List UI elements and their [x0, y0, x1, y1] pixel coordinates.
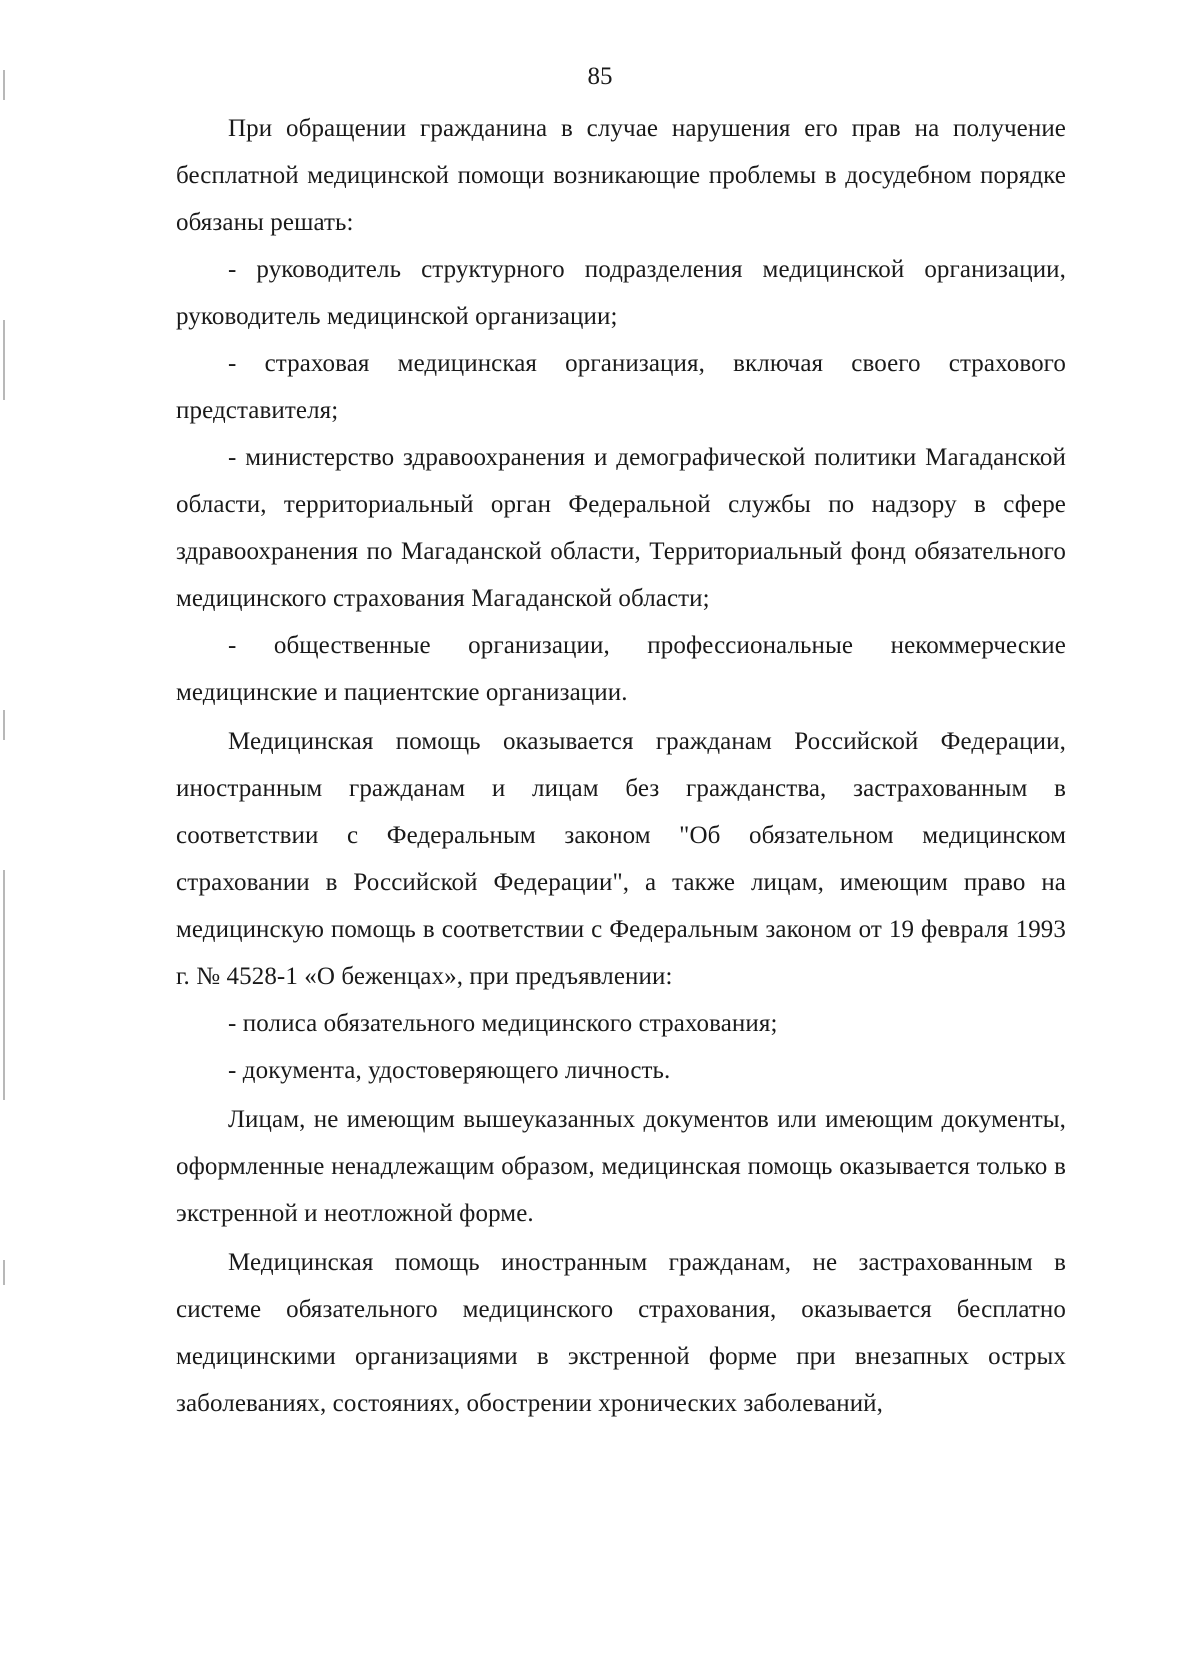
scan-artifact	[3, 320, 5, 400]
paragraph: При обращении гражданина в случае нарушения его прав на получение бесплатной медицинской помощи возникающие проблемы в досудебном порядке обязаны решать:	[176, 115, 1066, 236]
page-number: 85	[587, 63, 613, 90]
scan-artifact	[3, 710, 5, 740]
list-item: - министерство здравоохранения и демографической политики Магаданской области, территориальный орган Федеральной службы по надзору в сфере здравоохранения по Магаданской области, Территориальный фонд обязательного медицинского страхования Магаданской области;	[176, 444, 1066, 612]
list-item: - руководитель структурного подразделения медицинской организации, руководитель медицинской организации;	[176, 256, 1066, 330]
paragraph: Медицинская помощь иностранным гражданам, не застрахованным в системе обязательного медицинского страхования, оказывается бесплатно медицинскими организациями в экстренной форме при внезапных острых заболеваниях, состояниях, обострении хронических заболеваний,	[176, 1249, 1066, 1417]
list-item: - общественные организации, профессиональные некоммерческие медицинские и пациентские организации.	[176, 632, 1066, 706]
scan-artifact	[3, 1260, 5, 1285]
paragraph: Медицинская помощь оказывается гражданам Российской Федерации, иностранным гражданам и лицам без гражданства, застрахованным в соответствии с Федеральным законом "Об обязательном медицинском страховании в Российской Федерации", а также лицам, имеющим право на медицинскую помощь в соответствии с Федеральным законом от 19 февраля 1993 г. № 4528-1 «О беженцах», при предъявлении:	[176, 728, 1066, 990]
paragraph: Лицам, не имеющим вышеуказанных документов или имеющим документы, оформленные ненадлежащим образом, медицинская помощь оказывается только в экстренной и неотложной форме.	[176, 1106, 1066, 1227]
list-item: - документа, удостоверяющего личность.	[228, 1057, 671, 1084]
document-body	[176, 105, 1066, 1427]
list-item: - страховая медицинская организация, включая своего страхового представителя;	[176, 350, 1066, 424]
scan-artifact	[3, 870, 5, 1100]
list-item: - полиса обязательного медицинского страхования;	[228, 1010, 778, 1037]
